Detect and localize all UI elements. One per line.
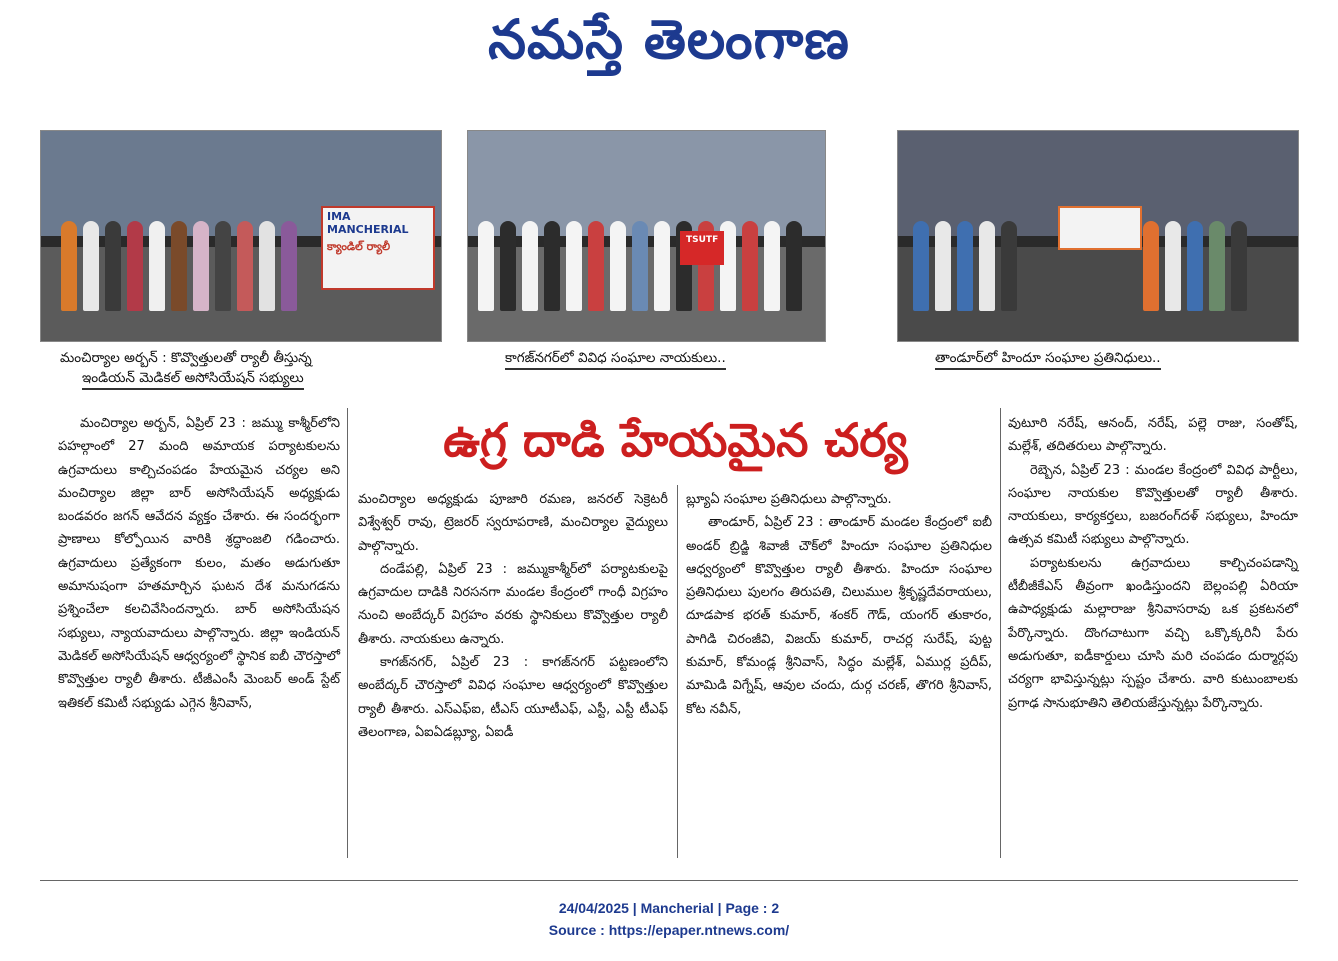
- tsutf-flag: TSUTF: [680, 231, 724, 265]
- photo-kagaznagar-rally: [467, 130, 826, 342]
- tandur-banner: [1058, 206, 1142, 250]
- photo1-caption: మంచిర్యాల అర్బన్ : కొవ్వొత్తులతో ర్యాలీ తీస్తున్న ఇండియన్ మెడికల్ అసోసియేషన్ సభ్యులు: [60, 348, 420, 390]
- footer-date-edition: 24/04/2025 | Mancherial | Page : 2: [558, 900, 780, 916]
- headline: ఉగ్ర దాడి హేయమైన చర్య: [443, 413, 908, 467]
- photo-tandur-rally: [897, 130, 1299, 342]
- article-column-3: బ్ల్యూఏ సంఘాల ప్రతినిధులు పాల్గొన్నారు. తాండూర్, ఏప్రిల్ 23 : తాండూర్ మండల కేంద్రంలో ఐబీ అండర్ బ్రిడ్జి శివాజీ చౌక్‌లో హిందూ సంఘాల ప్రతినిధుల ఆధ్వర్యంలో కొవ్వొత్తుల ర్యాలీ తీశారు. హిందూ సంఘాల ప్రతినిధులు పులగం తిరుపతి, చిలుముల శ్రీకృష్ణదేవరాయలు, దూడపాక భరత్ కుమార్, శంకర్ గౌడ్, యంగర్ తుకారం, పాగిడి చిరంజీవి, విజయ్ కుమార్, రాచర్ల సురేష్, పుట్ట కుమార్, కోమండ్ల శ్రీనివాస్, సిద్ధం మల్లేశ్, ఏముర్ల ప్రదీప్, మామిడి విగ్నేష్, ఆవుల చందు, దుర్గ చరణ్, తొగరి శ్రీనివాస్, కోట నవీన్,: [686, 492, 992, 717]
- bottom-rule: [40, 880, 1298, 881]
- column-rule: [677, 485, 678, 858]
- column-rule: [347, 408, 348, 858]
- footer-source-link[interactable]: Source : https://epaper.ntnews.com/: [548, 922, 790, 938]
- ima-banner: IMA MANCHERIAL క్యాండిల్ ర్యాలీ: [321, 206, 435, 290]
- photo2-caption: కాగజ్‌నగర్‌లో వివిధ సంఘాల నాయకులు..: [505, 348, 825, 370]
- article-column-2: మంచిర్యాల అధ్యక్షుడు పూజారి రమణ, జనరల్ సెక్రెటరీ విశ్వేశ్వర్ రావు, ట్రెజరర్ స్వరూపరాణి, మంచిర్యాల వైద్యులు పాల్గొన్నారు. దండేపల్లి, ఏప్రిల్ 23 : జమ్ముకాశ్మీర్‌లో పర్యాటకులపై ఉగ్రవాదుల దాడికి నిరసనగా మండల కేంద్రంలో గాంధీ విగ్రహం నుంచి అంబేద్కర్ విగ్రహం వరకు స్థానికులు కొవ్వొత్తుల ర్యాలీ తీశారు. నాయకులు ఉన్నారు. కాగజ్‌నగర్, ఏప్రిల్ 23 : కాగజ్‌నగర్ పట్టణంలోని అంబేద్కర్ చౌరస్తాలో వివిధ సంఘాల ఆధ్వర్యంలో కొవ్వొత్తుల ర్యాలీ తీశారు. ఎస్‌ఎఫ్ఐ, టీఎస్ యూటీఎఫ్, ఎస్టీ, ఎస్టీ టీఎఫ్ తెలంగాణ, ఏఐఏడబ్ల్యూ, ఏఐడీ: [358, 492, 668, 740]
- article-column-4: వుటూరి నరేష్, ఆనంద్, నరేష్, పల్లె రాజు, సంతోష్, మల్లేశ్, తదితరులు పాల్గొన్నారు. రెబ్బెన, ఏప్రిల్ 23 : మండల కేంద్రంలో వివిధ పార్టీలు, సంఘాల నాయకుల కొవ్వొత్తులతో ర్యాలీ తీశారు. నాయకులు, కార్యకర్తలు, బజరంగ్‌దళ్ సభ్యులు, హిందూ ఉత్సవ కమిటీ సభ్యులు పాల్గొన్నారు. పర్యాటకులను ఉగ్రవాదులు కాల్చిచంపడాన్ని టీబీజీకేఎస్ తీవ్రంగా ఖండిస్తుందని బెల్లంపల్లి ఏరియా ఉపాధ్యక్షుడు మల్లారాజు శ్రీనివాసరావు ఒక ప్రకటనలో పేర్కొన్నారు. దొంగచాటుగా వచ్చి ఒక్కొక్కరినీ పేరు అడుగుతూ, ఐడీకార్డులు చూసి మరి చంపడం దుర్మార్గపు చర్యగా భావిస్తున్నట్లు స్పష్టం చేశారు. వారి కుటుంబాలకు ప్రగాఢ సానుభూతిని తెలియజేస్తున్నట్లు పేర్కొన్నారు.: [1008, 416, 1298, 711]
- masthead-title: నమస్తే తెలంగాణ: [488, 8, 850, 71]
- article-column-1: మంచిర్యాల అర్బన్, ఏప్రిల్ 23 : జమ్ము కాశ్మీర్‌లోని పహల్గాంలో 27 మంది అమాయక పర్యాటకులను ఉగ్రవాదులు కాల్చిచంపడం హేయమైన చర్యల అని మంచిర్యాల జిల్లా బార్ అసోసియేషన్ అధ్యక్షుడు బండవరం జగన్ ఆవేదన వ్యక్తం చేశారు. ఈ సందర్భంగా ప్రాణాలు కోల్పోయిన వారికి శ్రద్ధాంజలి గడించారు. ఉగ్రవాదులు ప్రత్యేకంగా కులం, మతం అడుగుతూ అమానుషంగా హతమార్చిన ఘటన దేశ మనుగడను ప్రశ్నించేలా కలచివేసిందన్నారు. బార్ అసోసియేషన సభ్యులు, న్యాయవాదులు పాల్గొన్నారు. జిల్లా ఇండియన్ మెడికల్ అసోసియేషన్ ఆధ్వర్యంలో స్థానిక ఐబీ చౌరస్తాలో కొవ్వొత్తుల ర్యాలీ తీశారు. టీజీఎంసీ మెంబర్ అండ్ స్టేట్ ఇతికల్ కమిటీ సభ్యుడు ఎగ్గెన శ్రీనివాస్,: [58, 416, 340, 711]
- photo3-caption: తాండూర్‌లో హిందూ సంఘాల ప్రతినిధులు..: [935, 348, 1275, 370]
- photo-mancherial-rally: [40, 130, 442, 342]
- column-rule: [1000, 408, 1001, 858]
